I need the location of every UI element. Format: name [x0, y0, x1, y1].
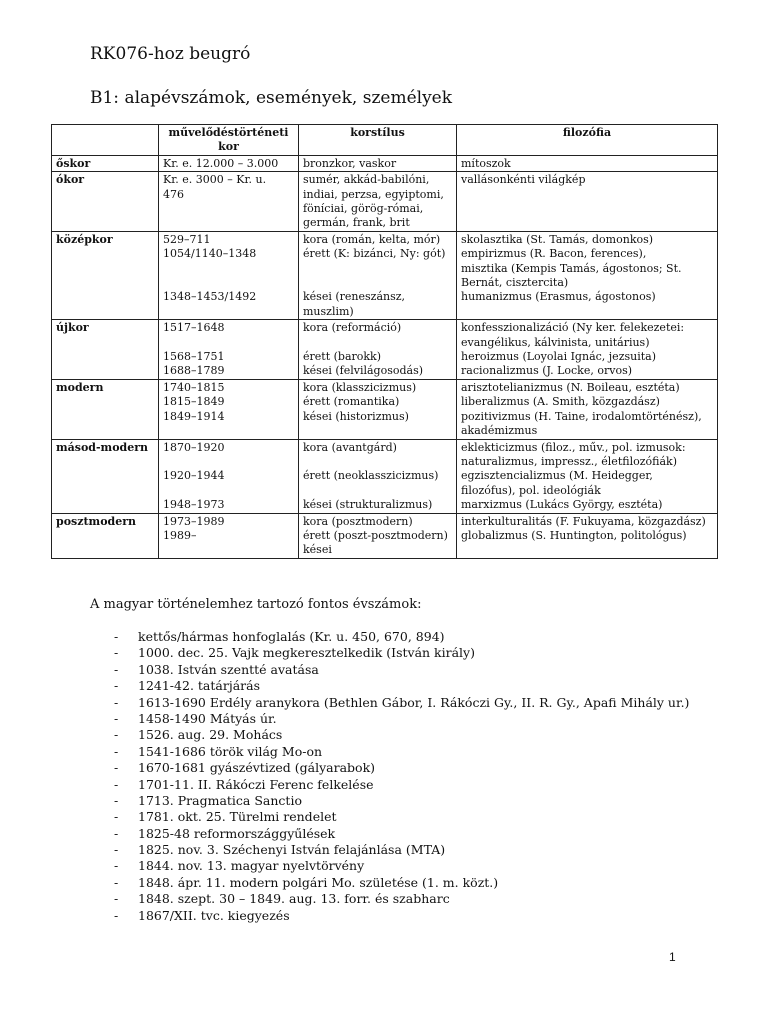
event-text: 1713. Pragmatica Sanctio	[138, 792, 302, 808]
event-text: 1000. dec. 25. Vajk megkeresztelkedik (István király)	[138, 645, 475, 661]
kor-line: 1948–1973	[163, 498, 225, 512]
stilus-line	[303, 455, 452, 469]
list-item	[114, 842, 689, 858]
table-row	[52, 231, 718, 319]
event-text: 1541-1686 török világ Mo-on	[138, 743, 323, 759]
list-item	[114, 793, 689, 809]
list-item	[114, 760, 689, 776]
event-text: 1526. aug. 29. Mohács	[138, 727, 283, 743]
list-item	[114, 809, 689, 825]
stilus-cell	[299, 172, 457, 232]
bullet-dash: -	[114, 645, 119, 661]
kor-line: 1740–1815	[163, 380, 225, 394]
filozofia-cell	[457, 320, 718, 380]
era-cell: modern	[52, 379, 159, 439]
kor-line: 1920–1944	[163, 469, 225, 483]
filozofia-line: interkulturalitás (F. Fukuyama, közgazdász)	[461, 514, 706, 528]
filozofia-line: akadémizmus	[461, 424, 538, 438]
bullet-dash: -	[114, 776, 119, 792]
stilus-line: föníciai, görög-római,	[303, 202, 424, 216]
event-text: 1458-1490 Mátyás úr.	[138, 710, 277, 726]
event-text: 1825-48 reformországgyűlések	[138, 825, 336, 841]
list-item	[114, 777, 689, 793]
kor-line: 1054/1140–1348	[163, 247, 257, 261]
stilus-cell	[299, 439, 457, 513]
stilus-line: kora (reformáció)	[303, 321, 402, 335]
document-title: RK076-hoz beugró	[90, 44, 251, 64]
filozofia-cell	[457, 172, 718, 232]
filozofia-line: marxizmus (Lukács György, esztéta)	[461, 498, 663, 512]
filozofia-line: eklekticizmus (filoz., műv., pol. izmusok:	[461, 440, 686, 454]
table-header-row	[52, 125, 718, 156]
filozofia-line: evangélikus, kálvinista, unitárius)	[461, 335, 650, 349]
events-intro: A magyar történelemhez tartozó fontos évszámok:	[90, 597, 422, 612]
filozofia-cell	[457, 155, 718, 171]
bullet-dash: -	[114, 825, 119, 841]
stilus-line: kora (román, kelta, mór)	[303, 232, 441, 246]
kor-line: 476	[163, 187, 184, 201]
stilus-line: bronzkor, vaskor	[303, 156, 397, 170]
filozofia-line: filozófus), pol. ideológiák	[461, 483, 601, 497]
list-item	[114, 908, 689, 924]
kor-line: 1815–1849	[163, 395, 225, 409]
stilus-cell	[299, 231, 457, 319]
kor-line	[163, 276, 294, 290]
filozofia-line: arisztotelianizmus (N. Boileau, esztéta)	[461, 380, 680, 394]
bullet-dash: -	[114, 842, 119, 858]
kor-line: 1973–1989	[163, 514, 225, 528]
kor-cell	[159, 513, 299, 558]
filozofia-line: heroizmus (Loyolai Ignác, jezsuita)	[461, 350, 657, 364]
bullet-dash: -	[114, 678, 119, 694]
event-text: 1848. szept. 30 – 1849. aug. 13. forr. és szabharc	[138, 891, 450, 907]
kor-cell	[159, 320, 299, 380]
filozofia-line: humanizmus (Erasmus, ágostonos)	[461, 290, 656, 304]
filozofia-line: konfesszionalizáció (Ny ker. felekezetei:	[461, 321, 685, 335]
event-text: 1241-42. tatárjárás	[138, 678, 260, 694]
bullet-dash: -	[114, 874, 119, 890]
filozofia-line: skolasztika (St. Tamás, domonkos)	[461, 232, 654, 246]
kor-cell	[159, 379, 299, 439]
bullet-dash: -	[114, 727, 119, 743]
bullet-dash: -	[114, 629, 119, 644]
stilus-line: kései (strukturalizmus)	[303, 498, 433, 512]
bullet-dash: -	[114, 694, 119, 710]
table-row	[52, 172, 718, 232]
list-item	[114, 875, 689, 891]
bullet-dash: -	[114, 858, 119, 874]
filozofia-line: misztika (Kempis Tamás, ágostonos; St.	[461, 261, 682, 275]
header-era	[52, 125, 159, 156]
stilus-line: érett (romantika)	[303, 395, 400, 409]
page-number: 1	[669, 950, 676, 964]
bullet-dash: -	[114, 760, 119, 776]
list-item	[114, 645, 689, 661]
stilus-line: érett (barokk)	[303, 350, 382, 364]
kor-cell	[159, 155, 299, 171]
stilus-line: kései (historizmus)	[303, 409, 409, 423]
list-item	[114, 711, 689, 727]
stilus-cell	[299, 379, 457, 439]
filozofia-line: vallásonkénti világkép	[461, 173, 586, 187]
list-item	[114, 744, 689, 760]
table-body	[52, 155, 718, 558]
filozofia-line: racionalizmus (J. Locke, orvos)	[461, 364, 632, 378]
era-cell: őskor	[52, 155, 159, 171]
stilus-cell	[299, 155, 457, 171]
stilus-cell	[299, 513, 457, 558]
header-kor: művelődéstörténeti kor	[159, 125, 299, 156]
event-text: 1670-1681 gyászévtized (gályarabok)	[138, 760, 376, 776]
filozofia-line: empirizmus (R. Bacon, ferences),	[461, 247, 647, 261]
stilus-line	[303, 262, 452, 276]
stilus-cell	[299, 320, 457, 380]
kor-line	[163, 336, 294, 350]
table-row	[52, 379, 718, 439]
event-text: kettős/hármas honfoglalás (Kr. u. 450, 670, 894)	[138, 629, 445, 644]
filozofia-line: pozitivizmus (H. Taine, irodalomtörténész),	[461, 409, 702, 423]
header-stilus: korstílus	[299, 125, 457, 156]
stilus-line: érett (poszt-posztmodern)	[303, 528, 448, 542]
table-row	[52, 320, 718, 380]
filozofia-line: Bernát, cisztercita)	[461, 276, 569, 290]
filozofia-cell	[457, 379, 718, 439]
kor-line: 1688–1789	[163, 364, 225, 378]
event-text: 1848. ápr. 11. modern polgári Mo. születése (1. m. közt.)	[138, 874, 499, 890]
filozofia-line: egzisztencializmus (M. Heidegger,	[461, 469, 653, 483]
era-cell: újkor	[52, 320, 159, 380]
event-text: 1867/XII. tvc. kiegyezés	[138, 907, 290, 923]
bullet-dash: -	[114, 792, 119, 808]
table-row	[52, 439, 718, 513]
kor-line: 1568–1751	[163, 350, 225, 364]
kor-line: 1517–1648	[163, 321, 225, 335]
event-text: 1825. nov. 3. Széchenyi István felajánlása (MTA)	[138, 842, 446, 858]
era-table	[51, 124, 718, 559]
stilus-line: indiai, perzsa, egyiptomi,	[303, 187, 444, 201]
kor-line	[163, 484, 294, 498]
kor-line	[163, 455, 294, 469]
stilus-line: érett (K: bizánci, Ny: gót)	[303, 247, 446, 261]
event-text: 1781. okt. 25. Türelmi rendelet	[138, 809, 337, 825]
stilus-line: kora (avantgárd)	[303, 440, 397, 454]
stilus-line: kései (felvilágosodás)	[303, 364, 424, 378]
stilus-line: kora (posztmodern)	[303, 514, 413, 528]
stilus-line	[303, 336, 452, 350]
filozofia-cell	[457, 513, 718, 558]
stilus-line: érett (neoklasszicizmus)	[303, 469, 439, 483]
event-text: 1844. nov. 13. magyar nyelvtörvény	[138, 858, 365, 874]
era-cell: középkor	[52, 231, 159, 319]
kor-line: 1348–1453/1492	[163, 290, 257, 304]
stilus-line: kései (reneszánsz,	[303, 290, 406, 304]
bullet-dash: -	[114, 743, 119, 759]
filozofia-line: mítoszok	[461, 156, 511, 170]
stilus-line: germán, frank, brit	[303, 216, 410, 230]
kor-line: Kr. e. 12.000 – 3.000	[163, 156, 279, 170]
stilus-line: kora (klasszicizmus)	[303, 380, 417, 394]
bullet-dash: -	[114, 661, 119, 677]
event-text: 1613-1690 Erdély aranykora (Bethlen Gábor, I. Rákóczi Gy., II. R. Gy., Apafi Mihály ur.)	[138, 694, 690, 710]
filozofia-cell	[457, 439, 718, 513]
kor-line	[163, 262, 294, 276]
list-item	[114, 629, 689, 645]
filozofia-cell	[457, 231, 718, 319]
stilus-line: kései	[303, 543, 332, 557]
event-text: 1701-11. II. Rákóczi Ferenc felkelése	[138, 776, 374, 792]
list-item	[114, 826, 689, 842]
list-item	[114, 891, 689, 907]
bullet-dash: -	[114, 710, 119, 726]
stilus-line	[303, 484, 452, 498]
era-cell: ókor	[52, 172, 159, 232]
bullet-dash: -	[114, 907, 119, 923]
document-subtitle: B1: alapévszámok, események, személyek	[90, 88, 453, 108]
kor-line: 1849–1914	[163, 409, 225, 423]
stilus-line	[303, 276, 452, 290]
filozofia-line: globalizmus (S. Huntington, politológus)	[461, 528, 687, 542]
kor-line: 1989–	[163, 528, 197, 542]
list-item	[114, 727, 689, 743]
kor-cell	[159, 172, 299, 232]
era-cell: másod-modern	[52, 439, 159, 513]
table-row	[52, 155, 718, 171]
list-item	[114, 678, 689, 694]
list-item	[114, 662, 689, 678]
kor-line: 1870–1920	[163, 440, 225, 454]
kor-line: Kr. e. 3000 – Kr. u.	[163, 173, 267, 187]
bullet-dash: -	[114, 809, 119, 825]
filozofia-line: liberalizmus (A. Smith, közgazdász)	[461, 395, 660, 409]
kor-cell	[159, 231, 299, 319]
list-item	[114, 858, 689, 874]
table-row	[52, 513, 718, 558]
kor-cell	[159, 439, 299, 513]
event-text: 1038. István szentté avatása	[138, 661, 319, 677]
bullet-dash: -	[114, 891, 119, 907]
era-cell: posztmodern	[52, 513, 159, 558]
filozofia-line: naturalizmus, impressz., életfilozófiák)	[461, 454, 677, 468]
stilus-line: sumér, akkád-babilóni,	[303, 173, 430, 187]
kor-line: 529–711	[163, 232, 211, 246]
events-list	[114, 629, 689, 924]
list-item	[114, 695, 689, 711]
header-filozofia: filozófia	[457, 125, 718, 156]
stilus-line: muszlim)	[303, 304, 354, 318]
